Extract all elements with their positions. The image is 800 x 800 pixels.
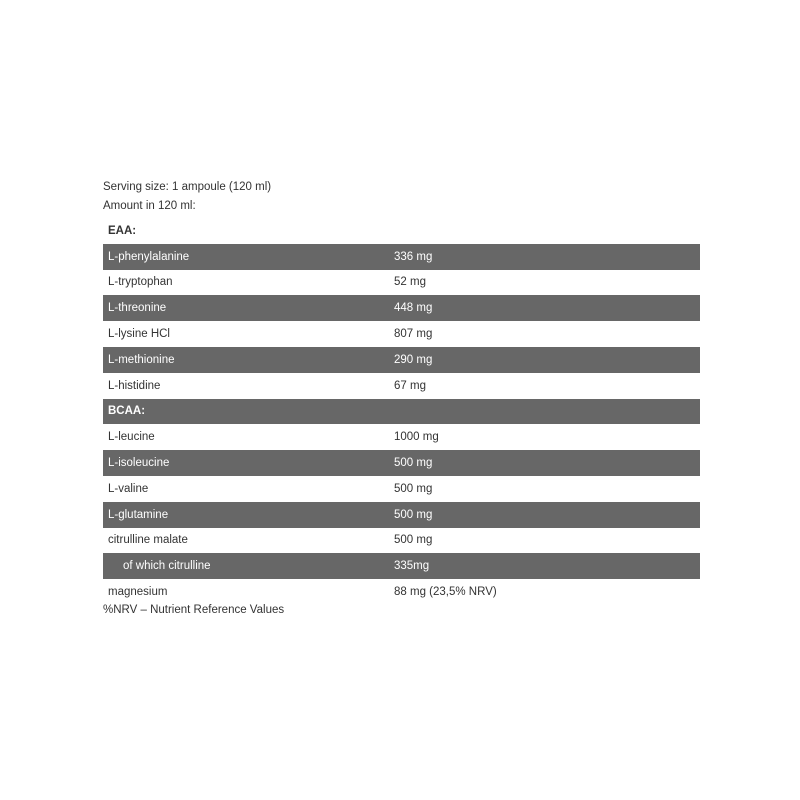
table-row <box>103 502 700 528</box>
amount-in-text: Amount in 120 ml: <box>103 200 196 212</box>
nutrient-amount: 500 mg <box>394 534 433 547</box>
nutrient-name: L-leucine <box>108 431 155 444</box>
nutrient-amount: 807 mg <box>394 328 433 341</box>
nutrient-name: L-histidine <box>108 379 161 392</box>
nutrient-name: L-methionine <box>108 353 175 366</box>
nutrient-name: magnesium <box>108 586 168 599</box>
nutrient-amount: 290 mg <box>394 353 433 366</box>
nutrient-amount: 500 mg <box>394 508 433 521</box>
table-row <box>103 295 700 321</box>
nutrient-name: L-tryptophan <box>108 276 173 289</box>
section-header-row <box>103 218 700 244</box>
nutrient-name: citrulline malate <box>108 534 188 547</box>
nutrient-name: L-threonine <box>108 302 167 315</box>
nutrient-name: L-lysine HCl <box>108 328 170 341</box>
table-row <box>103 373 700 399</box>
table-row <box>103 476 700 502</box>
nutrition-table <box>103 218 700 605</box>
nutrient-name: L-phenylalanine <box>108 250 190 263</box>
table-row <box>103 321 700 347</box>
nutrient-amount: 335mg <box>394 560 430 573</box>
table-row <box>103 528 700 554</box>
table-row <box>103 424 700 450</box>
nutrient-amount: 1000 mg <box>394 431 439 444</box>
table-row <box>103 270 700 296</box>
section-header-label: BCAA: <box>108 405 146 418</box>
serving-size-text: Serving size: 1 ampoule (120 ml) <box>103 181 272 193</box>
nutrient-name: L-isoleucine <box>108 457 170 470</box>
nutrient-amount: 88 mg (23,5% NRV) <box>394 586 497 599</box>
table-row <box>103 553 700 579</box>
nutrient-amount: 52 mg <box>394 276 426 289</box>
section-header-row <box>103 399 700 425</box>
footnote: %NRV – Nutrient Reference Values <box>103 604 285 616</box>
table-row <box>103 579 700 605</box>
nutrient-name: of which citrulline <box>123 560 211 573</box>
nutrient-name: L-glutamine <box>108 508 169 521</box>
table-row <box>103 244 700 270</box>
table-row <box>103 450 700 476</box>
nutrient-amount: 336 mg <box>394 250 433 263</box>
nutrient-amount: 500 mg <box>394 457 433 470</box>
section-header-label: EAA: <box>108 224 137 237</box>
nutrient-amount: 67 mg <box>394 379 426 392</box>
nutrient-amount: 448 mg <box>394 302 433 315</box>
nutrient-amount: 500 mg <box>394 482 433 495</box>
nutrient-name: L-valine <box>108 482 149 495</box>
table-row <box>103 347 700 373</box>
